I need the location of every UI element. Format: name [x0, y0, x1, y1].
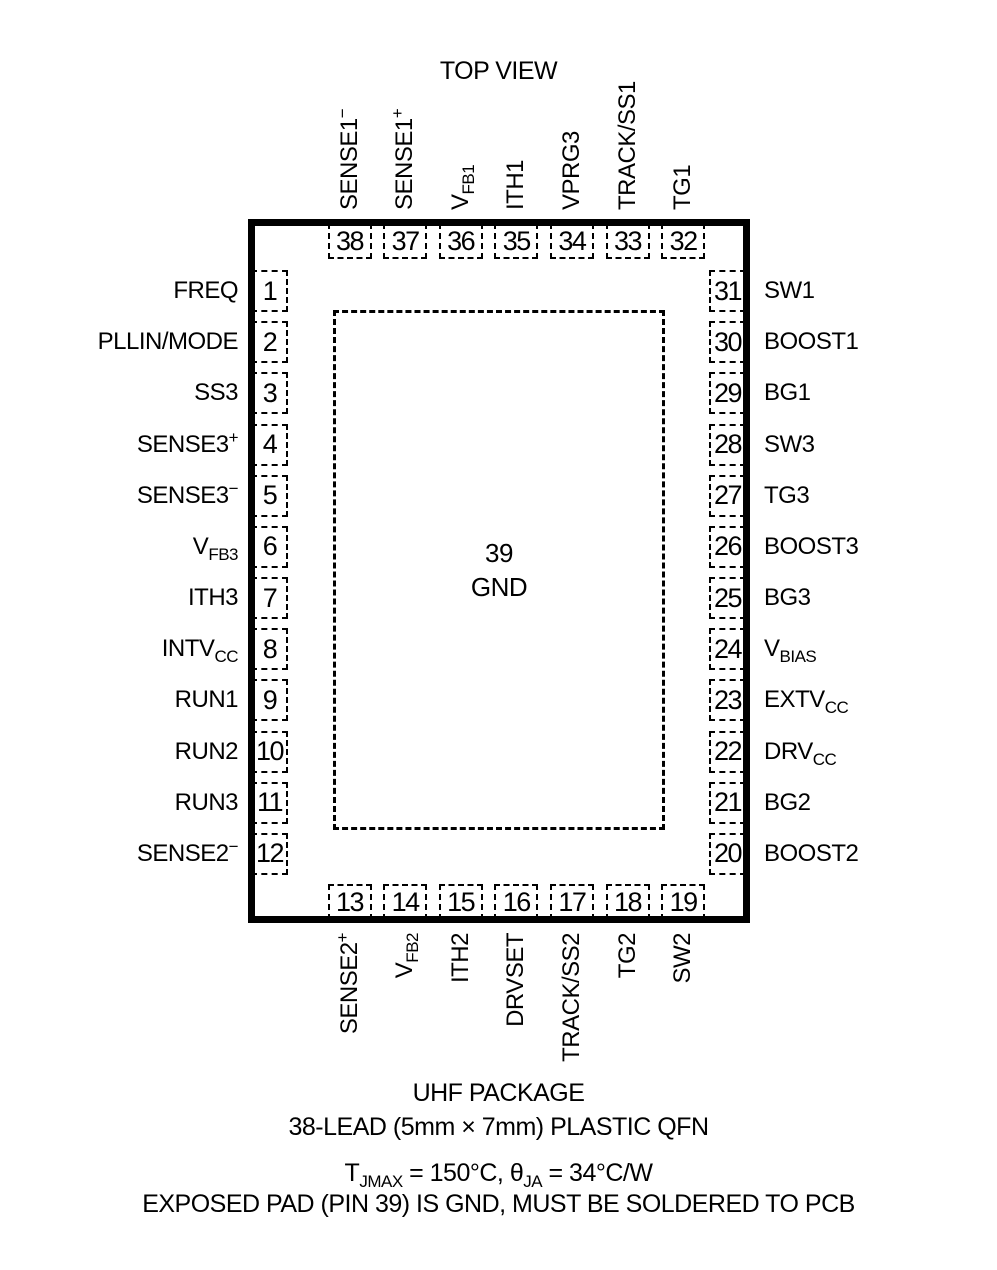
pin-label-1: FREQ — [173, 277, 238, 304]
pin-number: 15 — [447, 886, 475, 917]
pin-number: 23 — [713, 684, 742, 715]
pin-label-15: ITH2 — [446, 933, 474, 984]
pin-label-12: SENSE2− — [136, 836, 238, 867]
pin-number: 36 — [447, 225, 475, 256]
pin-label-17: TRACK/SS2 — [557, 933, 585, 1062]
pin-number: 10 — [255, 736, 284, 767]
pin-label-34: VPRG3 — [557, 131, 585, 210]
exposed-pad-number: 39 — [485, 538, 513, 568]
pin-box-9 — [251, 679, 288, 721]
pin-box-22 — [709, 731, 746, 773]
pin-label-13: SENSE2+ — [332, 933, 363, 1035]
pin-number: 22 — [713, 736, 742, 767]
pin-label-38: SENSE1− — [332, 108, 363, 210]
pin-box-27 — [709, 475, 746, 517]
pin-number: 4 — [262, 429, 277, 460]
pin-number: 2 — [262, 326, 277, 357]
pin-label-31: SW1 — [764, 277, 815, 304]
pin-label-27: TG3 — [764, 481, 810, 509]
pin-number: 6 — [262, 531, 277, 562]
pin-number: 21 — [713, 787, 742, 818]
pin-number: 28 — [713, 429, 742, 460]
pin-label-33: TRACK/SS1 — [613, 81, 641, 210]
pin-label-6: $V_{FB3}$ — [192, 532, 238, 564]
pin-box-21 — [709, 782, 746, 824]
pin-label-32: TG1 — [669, 164, 697, 210]
pin-number: 5 — [262, 480, 277, 511]
pin-box-34 — [550, 223, 594, 259]
pin-number: 34 — [558, 225, 586, 256]
pin-number: 19 — [669, 886, 697, 917]
pin-label-16: DRVSET — [502, 933, 530, 1027]
pin-number: 26 — [713, 531, 742, 562]
package-name: UHF PACKAGE — [412, 1079, 585, 1107]
pin-number: 16 — [502, 886, 530, 917]
pin-label-3: SS3 — [194, 379, 238, 407]
pin-box-10 — [251, 731, 288, 773]
pin-box-3 — [251, 372, 288, 414]
pin-box-37 — [383, 223, 427, 259]
pin-number: 24 — [713, 633, 742, 664]
pin-box-12 — [251, 833, 288, 875]
pin-label-2: PLLIN/MODE — [97, 328, 238, 356]
pin-label-11: RUN3 — [174, 788, 238, 816]
pin-box-7 — [251, 577, 288, 619]
pin-box-17 — [550, 884, 594, 920]
pin-number: 18 — [613, 886, 642, 917]
pin-box-4 — [251, 424, 288, 466]
thermal-specs: $T_{JMAX} = 150^\circ C$, $\theta_{JA} = 34^\circ C/W$ — [344, 1159, 653, 1191]
pin-label-25: BG3 — [764, 584, 811, 612]
pin-label-14: $V_{FB2}$ — [391, 933, 422, 979]
pin-number: 38 — [335, 225, 364, 256]
pin-box-16 — [494, 884, 538, 920]
pin-box-18 — [606, 884, 650, 920]
pin-box-32 — [661, 223, 705, 259]
pin-box-23 — [709, 679, 746, 721]
pin-label-20: BOOST2 — [764, 839, 859, 867]
pin-label-30: BOOST1 — [764, 328, 859, 356]
pin-label-23: $EXTV_{CC}$ — [764, 686, 849, 718]
pin-number: 12 — [255, 838, 284, 869]
pin-label-7: ITH3 — [187, 584, 238, 612]
pin-label-5: SENSE3− — [136, 478, 238, 509]
pin-number: 14 — [391, 886, 419, 917]
pin-box-31 — [709, 270, 746, 312]
pin-label-10: RUN2 — [174, 737, 238, 765]
exposed-pad-note: EXPOSED PAD (PIN 39) IS GND, MUST BE SOLDERED TO PCB — [142, 1190, 855, 1218]
pin-number: 3 — [262, 377, 277, 408]
pin-number: 25 — [713, 582, 742, 613]
pin-number: 35 — [502, 225, 530, 256]
pin-label-28: SW3 — [764, 430, 815, 458]
pin-number: 7 — [262, 582, 277, 613]
package-description: 38-LEAD (5mm × 7mm) PLASTIC QFN — [288, 1113, 709, 1141]
pin-box-13 — [328, 884, 372, 920]
pin-box-30 — [709, 321, 746, 363]
pin-box-14 — [383, 884, 427, 920]
pin-box-1 — [251, 270, 288, 312]
pin-label-24: $V_{BIAS}$ — [764, 635, 817, 667]
pin-box-33 — [606, 223, 650, 259]
pin-box-24 — [709, 628, 746, 670]
pin-box-29 — [709, 372, 746, 414]
pin-number: 1 — [262, 275, 277, 306]
pin-label-37: SENSE1+ — [388, 108, 419, 210]
pin-number: 13 — [335, 886, 364, 917]
pin-label-35: ITH1 — [502, 159, 530, 210]
pin-box-38 — [328, 223, 372, 259]
pin-label-22: $DRV_{CC}$ — [764, 737, 837, 769]
pin-box-15 — [439, 884, 483, 920]
pin-box-35 — [494, 223, 538, 259]
pin-label-26: BOOST3 — [764, 532, 859, 560]
pin-label-4: SENSE3+ — [136, 427, 238, 458]
exposed-pad-label: GND — [470, 572, 528, 602]
pin-number: 30 — [713, 326, 742, 357]
pin-number: 8 — [262, 633, 277, 664]
pin-box-36 — [439, 223, 483, 259]
pin-number: 32 — [669, 225, 697, 256]
pin-label-19: SW2 — [669, 933, 697, 984]
pin-label-18: TG2 — [613, 933, 641, 979]
pin-number: 27 — [713, 480, 742, 511]
top-view-label: TOP VIEW — [439, 57, 558, 85]
pin-box-19 — [661, 884, 705, 920]
pin-number: 33 — [613, 225, 642, 256]
pin-number: 31 — [713, 275, 742, 306]
pin-number: 9 — [262, 684, 277, 715]
pin-number: 20 — [713, 838, 742, 869]
exposed-pad — [333, 310, 665, 830]
pin-number: 37 — [391, 225, 419, 256]
pin-box-20 — [709, 833, 746, 875]
pin-label-21: BG2 — [764, 788, 811, 816]
pin-label-9: RUN1 — [174, 686, 238, 714]
pin-label-8: $INTV_{CC}$ — [161, 635, 238, 667]
pin-number: 11 — [256, 787, 283, 818]
pin-number: 29 — [713, 377, 742, 408]
pin-box-28 — [709, 424, 746, 466]
pin-box-2 — [251, 321, 288, 363]
pin-box-6 — [251, 526, 288, 568]
pin-box-25 — [709, 577, 746, 619]
pin-number: 17 — [558, 886, 586, 917]
pin-box-11 — [251, 782, 288, 824]
pin-label-29: BG1 — [764, 379, 811, 407]
pin-box-26 — [709, 526, 746, 568]
pin-box-5 — [251, 475, 288, 517]
pin-box-8 — [251, 628, 288, 670]
pin-label-36: $V_{FB1}$ — [446, 164, 478, 210]
